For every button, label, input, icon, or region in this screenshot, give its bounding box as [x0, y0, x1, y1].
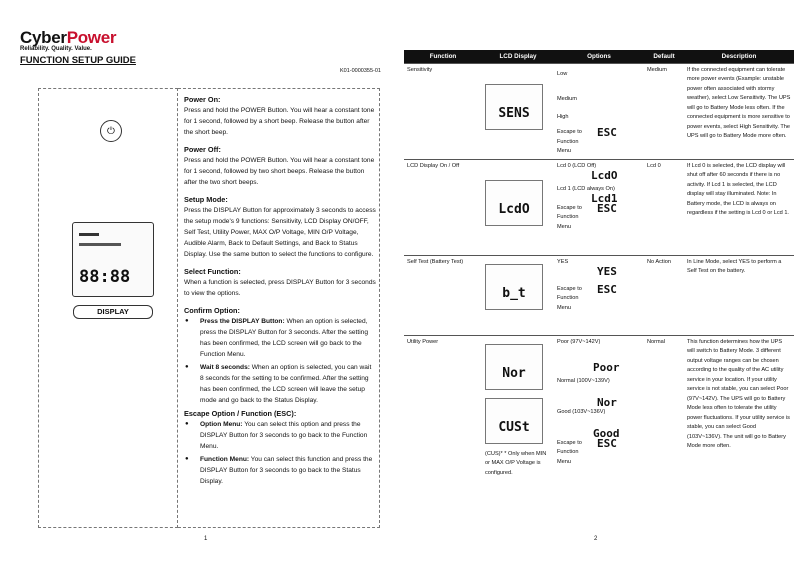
col-default: Default: [644, 50, 684, 63]
list-item: ● Option Menu: You can select this option and press the DISPLAY Button for 3 seconds to go back to the Function Menu.: [200, 419, 376, 452]
select-heading: Select Function:: [184, 267, 241, 276]
list-item: ● Function Menu: You can select this function and press the DISPLAY Button for 3 seconds to go back to the Status Display.: [200, 454, 376, 487]
setup-heading: Setup Mode:: [184, 195, 228, 204]
list-item: ● Wait 8 seconds: When an option is selected, you can wait 8 seconds for the setting to be confirmed. After the setting has been confirmed, the LCD screen will leave the setup mode and go back to the Status Display.: [200, 362, 376, 406]
table-row: Self Test (Battery Test) b_t YES YES Escape to Function Menu ESC No Action In Line Mode, select YES to perform a Self Test on the battery.: [404, 255, 794, 335]
power-button-icon: ⏻: [100, 120, 122, 142]
power-off-text: Press and hold the POWER Button. You will hear a constant tone for 1 second, followed by two short beeps. Release the button after the two short beeps.: [184, 157, 375, 186]
lcd-digits: 88:88: [79, 267, 131, 287]
esc-heading: Escape Option / Function (ESC):: [184, 409, 297, 418]
table-row: Sensitivity SENS Low Medium High Escape to Function Menu ESC Medium If the connected equipment can tolerate more power events (Example: unstable power often associated with stormy weather), select Low Sensitivity. The UPS will go to Battery Mode less often. If the connected equipment is more sensitive to power events, select High Sensitivity. The UPS will go to Battery Mode more often.: [404, 63, 794, 159]
instructions: [184, 92, 376, 489]
page-title: FUNCTION SETUP GUIDE: [20, 55, 136, 66]
display-button[interactable]: DISPLAY: [73, 305, 153, 319]
lcd-panel-illustration: [72, 222, 154, 297]
model-number: K01-0000355-01: [340, 68, 381, 74]
power-on-text: Press and hold the POWER Button. You will hear a constant tone for 1 second, followed by a short beep. Release the button after the short beep.: [184, 107, 375, 136]
table-row: LCD Display On / Off LcdO Lcd 0 (LCD Off) LcdO Lcd 1 (LCD always On) Lcd1 Escape to Function Menu ESC Lcd 0 If Lcd 0 is selected, the LCD display will shut off after 60 seconds if there is no activity. If Lcd 1 is selected, the LCD display will stay illuminated. Note: In Battery mode, the LCD is always on regardless if the setting is Lcd 0 or Lcd 1.: [404, 159, 794, 255]
power-on-heading: Power On:: [184, 95, 221, 104]
brand-logo: [20, 28, 116, 52]
brand-name-b: Power: [66, 28, 117, 47]
brand-name-a: Cyber: [20, 28, 67, 47]
list-item: ● Press the DISPLAY Button: When an option is selected, press the DISPLAY Button for 3 seconds. After the setting has been confirmed, the LCD screen will go back to the Function Menu.: [200, 316, 376, 360]
brand-tagline: Reliability. Quality. Value.: [20, 46, 92, 52]
page-number-right: 2: [594, 536, 598, 542]
confirm-heading: Confirm Option:: [184, 306, 240, 315]
col-description: Description: [684, 50, 794, 63]
select-text: When a function is selected, press DISPLAY Button for 3 seconds to view the options.: [184, 279, 376, 297]
col-function: Function: [404, 50, 482, 63]
function-table: [404, 50, 794, 525]
col-lcd: LCD Display: [482, 50, 554, 63]
setup-text: Press the DISPLAY Button for approximately 3 seconds to access the setup mode's 9 functions: Sensitivity, LCD Display ON/OFF, Self Test, Utility Power, MAX O/P Voltage, MIN O/P Voltage, Audible Alarm, Back to Default Settings, and Back to Status Display. Use the same button to select the functions to configure.: [184, 207, 376, 258]
power-off-heading: Power Off:: [184, 145, 221, 154]
col-options: Options: [554, 50, 644, 63]
table-row: Utility Power Nor CUSt (CUS)* * Only when MIN or MAX O/P Voltage is configured. Poor (97V~142V) Poor Normal (100V~139V) Nor Good (103V~136V) Good Escape to Function Menu ESC Normal This function determines how the UPS will switch to Battery Mode. 3 different output voltage ranges can be chosen according to the quality of the AC utility service in your location. If your utility service is not stable, you can select Poor (97V~142V). The UPS will go to Battery Mode less often to tolerate the utility power fluctuations. If your utility service is stable, you can select Good (103V~136V). The unit will go to Battery Mode more often.: [404, 335, 794, 525]
page-number-left: 1: [204, 536, 208, 542]
